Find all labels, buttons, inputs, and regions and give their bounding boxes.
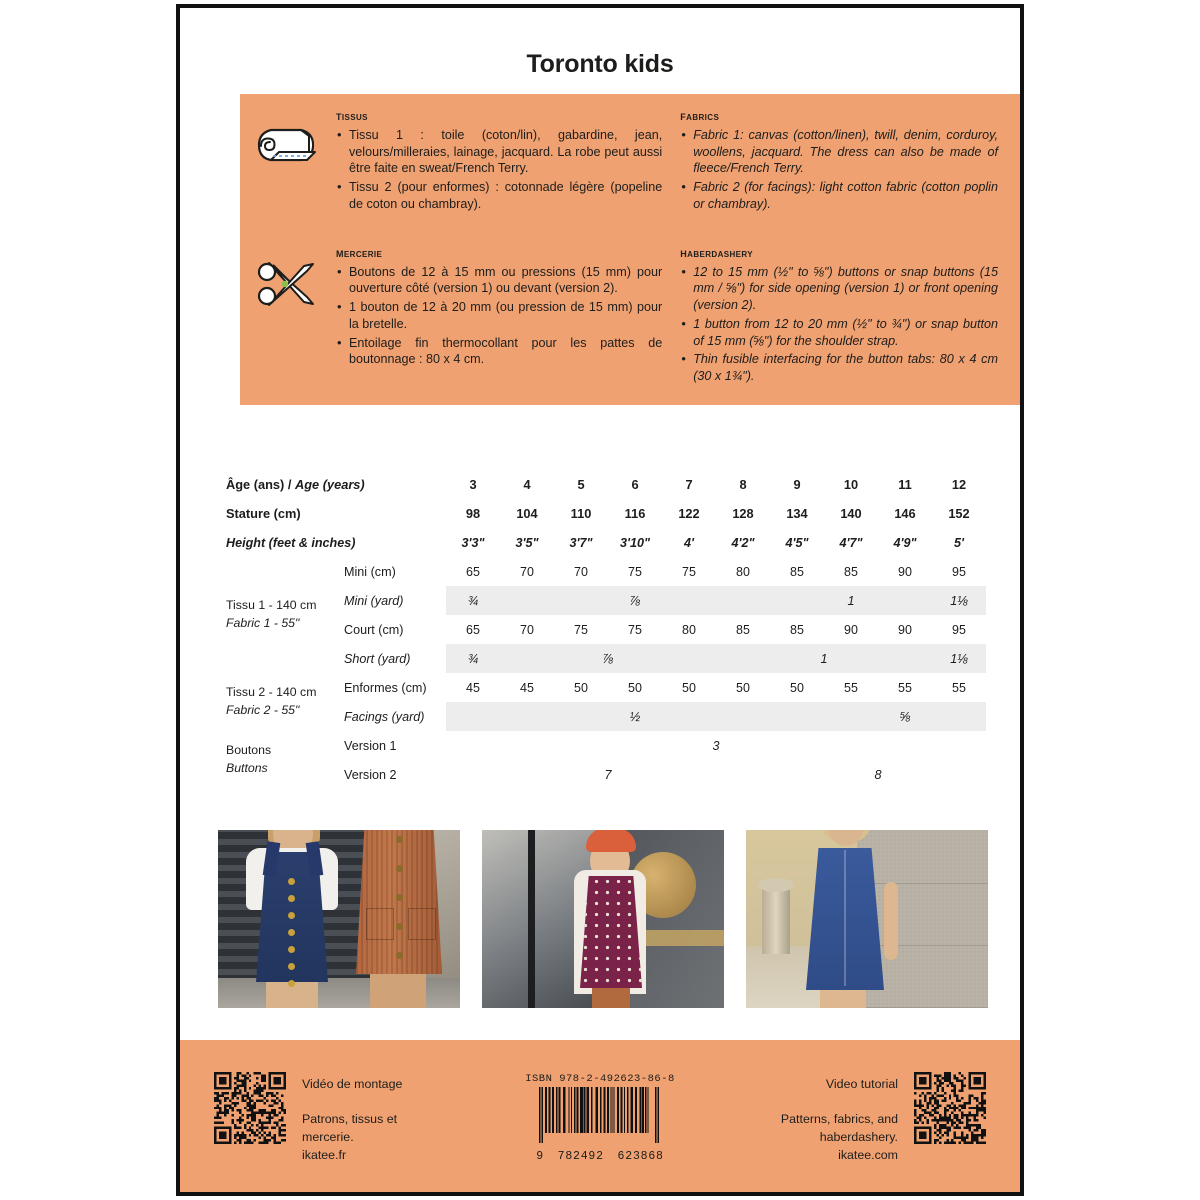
list-item: • Boutons de 12 à 15 mm ou pressions (15 mm) pour ouverture côté (version 1) ou devant (version 2). <box>336 264 662 297</box>
shop-line2-fr: mercerie. <box>302 1130 354 1144</box>
page-bottom-border <box>176 1192 1024 1196</box>
header-cell: 4 <box>523 477 531 492</box>
fabric-roll-icon <box>240 108 336 172</box>
header-cell: 6 <box>631 477 639 492</box>
data-cell: 70 <box>520 564 534 579</box>
data-cell: 85 <box>790 622 804 637</box>
qr-code-icon[interactable] <box>914 1072 986 1144</box>
data-cell: 55 <box>898 680 912 695</box>
footer-left-text <box>302 1072 402 1164</box>
ean-right: 623868 <box>617 1150 664 1163</box>
header-cell: 11 <box>898 477 912 492</box>
data-cell: 85 <box>844 564 858 579</box>
data-cell: 65 <box>466 564 480 579</box>
table-row <box>216 673 986 702</box>
page-title: Toronto kids <box>526 50 674 78</box>
row-label: Mini (cm) <box>344 564 396 579</box>
data-cell: 50 <box>790 680 804 695</box>
header-cell: 110 <box>570 506 592 521</box>
data-cell: 45 <box>520 680 534 695</box>
group-label: Tissu 1 - 140 cm Fabric 1 - 55" <box>226 598 317 630</box>
row-label: Facings (yard) <box>344 709 425 724</box>
header-cell: 104 <box>516 506 538 521</box>
header-cell: 12 <box>951 477 967 492</box>
pattern-back-cover <box>176 4 1024 1196</box>
header-cell: 116 <box>624 506 646 521</box>
shop-line1-en: Patterns, fabrics, and <box>780 1112 898 1127</box>
haberdashery-french <box>336 245 680 387</box>
requirements-banner <box>240 94 1024 405</box>
header-cell: 128 <box>732 506 754 521</box>
photo-denim-pinafore-with-adult <box>218 830 460 1008</box>
list-item: • 1 button from 12 to 20 mm (½" to ¾") or snap button of 15 mm (⅝") for the shoulder strap. <box>680 316 998 349</box>
list-item: • Fabric 2 (for facings): light cotton fabric (cotton poplin or chambray). <box>680 179 998 212</box>
isbn-text: ISBN 978-2-492623-86-8 <box>525 1073 675 1085</box>
data-cell: 95 <box>952 564 966 579</box>
data-cell: 7 <box>604 767 612 782</box>
footer-right <box>750 1072 1020 1164</box>
header-cell: 3'3" <box>461 535 485 550</box>
data-cell: 85 <box>736 622 750 637</box>
table-header-row <box>216 528 986 557</box>
data-cell: ⅞ <box>500 586 770 615</box>
table-header-row <box>216 470 986 499</box>
fabrics-block <box>240 108 1024 215</box>
shop-line1-fr: Patrons, tissus et <box>302 1112 398 1127</box>
barcode <box>525 1073 675 1163</box>
data-cell: ⅝ <box>824 702 986 731</box>
data-cell: 70 <box>574 564 588 579</box>
website-fr[interactable]: ikatee.fr <box>302 1147 347 1162</box>
data-cell: 85 <box>790 564 804 579</box>
list-item: • Tissu 2 (pour enformes) : cotonnade légère (popeline de coton ou chambray). <box>336 179 662 212</box>
footer-middle <box>450 1073 750 1163</box>
video-label-fr: Vidéo de montage <box>302 1076 403 1091</box>
haberdashery-english <box>680 245 998 387</box>
data-cell: 75 <box>628 564 642 579</box>
haberdashery-heading-en: haberdashery <box>680 244 754 260</box>
data-cell: 45 <box>466 680 480 695</box>
fabrics-english <box>680 108 998 215</box>
size-table <box>216 470 986 789</box>
data-cell: ¾ <box>446 586 500 615</box>
header-label: Stature (cm) <box>226 506 301 521</box>
fabrics-heading-en: fabrics <box>680 108 720 123</box>
header-cell: 5 <box>577 477 585 492</box>
header-cell: 4' <box>684 535 694 550</box>
data-cell: 50 <box>736 680 750 695</box>
header-cell: 10 <box>843 477 859 492</box>
header-cell: 4'7" <box>839 535 863 550</box>
row-label: Short (yard) <box>344 651 411 666</box>
row-label: Version 2 <box>344 767 397 782</box>
ean-prefix: 9 <box>536 1150 544 1163</box>
qr-code-icon[interactable] <box>214 1072 286 1144</box>
data-cell: 50 <box>574 680 588 695</box>
header-cell: 5' <box>954 535 964 550</box>
data-cell: 1 <box>770 586 932 615</box>
list-item: • Fabric 1: canvas (cotton/linen), twill, denim, corduroy, woollens, jacquard. The dress can also be made of fleece/French Terry. <box>680 127 998 177</box>
header-cell: 8 <box>739 477 747 492</box>
data-cell: 90 <box>898 622 912 637</box>
haberdashery-heading-fr: mercerie <box>336 244 383 260</box>
data-cell: 50 <box>682 680 696 695</box>
header-cell: 4'5" <box>785 535 809 550</box>
list-item: • 12 to 15 mm (½" to ⅝") buttons or snap buttons (15 mm / ⅝") for side opening (version 1) or front opening (version 2). <box>680 264 998 314</box>
data-cell: 80 <box>736 564 750 579</box>
header-cell: 134 <box>786 506 808 521</box>
header-cell: 3'5" <box>515 535 539 550</box>
header-cell: 3'10" <box>620 535 650 550</box>
group-label: Tissu 2 - 140 cm Fabric 2 - 55" <box>226 685 317 717</box>
header-cell: 9 <box>793 477 801 492</box>
header-cell: 140 <box>840 506 862 521</box>
photo-strip <box>218 830 988 1008</box>
data-cell: 55 <box>844 680 858 695</box>
list-item: • 1 bouton de 12 à 20 mm (ou pression de 15 mm) pour la bretelle. <box>336 299 662 332</box>
row-label: Enformes (cm) <box>344 680 427 695</box>
ean-number <box>525 1150 675 1163</box>
data-cell: 75 <box>682 564 696 579</box>
data-cell: 8 <box>874 767 882 782</box>
header-cell: 4'9" <box>893 535 917 550</box>
data-cell: ¾ <box>446 644 500 673</box>
fabrics-heading-fr: tissus <box>336 108 368 123</box>
website-en[interactable]: ikatee.com <box>838 1147 898 1162</box>
ean-left: 782492 <box>557 1150 604 1163</box>
header-cell: 3'7" <box>569 535 593 550</box>
data-cell: 80 <box>682 622 696 637</box>
data-cell: 1 <box>716 644 932 673</box>
group-label: Boutons Buttons <box>226 743 272 775</box>
scissors-icon <box>240 245 336 313</box>
data-cell: 70 <box>520 622 534 637</box>
header-cell: 122 <box>678 506 700 521</box>
header-cell: 146 <box>894 506 916 521</box>
header-label: Height (feet & inches) <box>226 535 356 550</box>
photo-floral-pinafore-girl <box>482 830 724 1008</box>
header-label: Âge (ans) / Age (years) <box>226 477 365 492</box>
data-cell: 65 <box>466 622 480 637</box>
data-cell: 50 <box>628 680 642 695</box>
header-cell: 4'2" <box>731 535 755 550</box>
list-item: • Entoilage fin thermocollant pour les pattes de boutonnage : 80 x 4 cm. <box>336 335 662 368</box>
footer-left <box>180 1072 450 1164</box>
photo-denim-pinafore-back <box>746 830 988 1008</box>
header-cell: 7 <box>685 477 693 492</box>
footer-banner <box>180 1040 1020 1196</box>
row-label: Mini (yard) <box>344 593 404 608</box>
table-row <box>216 731 986 760</box>
data-cell: 75 <box>628 622 642 637</box>
video-label-en: Video tutorial <box>825 1076 898 1091</box>
fabrics-french <box>336 108 680 215</box>
data-cell: 75 <box>574 622 588 637</box>
data-cell: 55 <box>952 680 966 695</box>
data-cell: 3 <box>712 738 720 753</box>
data-cell: 95 <box>952 622 966 637</box>
data-cell: 90 <box>844 622 858 637</box>
data-cell: ⅞ <box>500 644 716 673</box>
haberdashery-block <box>240 245 1024 387</box>
footer-right-text <box>781 1072 898 1164</box>
header-cell: 98 <box>465 506 481 521</box>
header-cell: 3 <box>469 477 477 492</box>
data-cell: 1⅛ <box>932 644 986 673</box>
list-item: • Thin fusible interfacing for the button tabs: 80 x 4 cm (30 x 1¾"). <box>680 351 998 384</box>
table-header-row <box>216 499 986 528</box>
data-cell: 90 <box>898 564 912 579</box>
list-item: • Tissu 1 : toile (coton/lin), gabardine, jean, velours/milleraies, lainage, jacquard. La robe peut aussi être faite en sweat/French Terry. <box>336 127 662 177</box>
shop-line2-en: haberdashery. <box>819 1130 898 1144</box>
data-cell: 1⅛ <box>932 586 986 615</box>
size-chart <box>216 470 986 789</box>
header-cell: 152 <box>948 506 970 521</box>
table-row <box>216 557 986 586</box>
data-cell: ½ <box>446 702 824 731</box>
row-label: Version 1 <box>344 738 397 753</box>
row-label: Court (cm) <box>344 622 404 637</box>
